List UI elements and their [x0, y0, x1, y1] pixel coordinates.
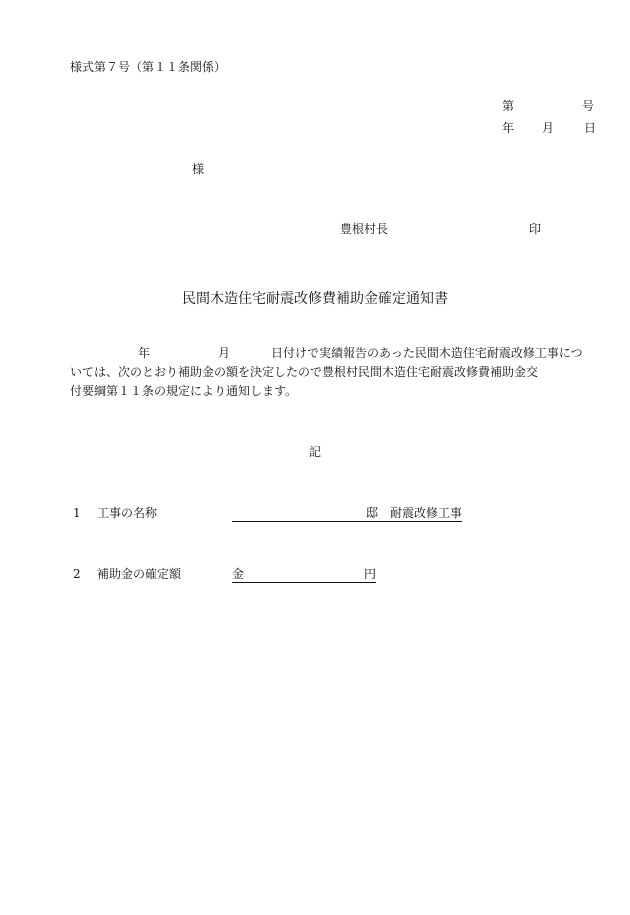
addressee-honorific: 様	[192, 162, 205, 176]
document-title: 民間木造住宅耐震改修費補助金確定通知書	[182, 291, 448, 307]
body-year: 年	[138, 346, 151, 360]
item-1-label: 工事の名称	[97, 506, 158, 520]
notice-body	[70, 344, 590, 401]
sender-name: 豊根村長	[340, 222, 389, 236]
body-month: 月	[218, 346, 231, 360]
document-number-suffix: 号	[582, 99, 595, 113]
body-line-2: いては、次のとおり補助金の額を決定したので豊根村民間木造住宅耐震改修費補助金交	[70, 365, 539, 379]
construction-name-underline	[232, 506, 462, 522]
subsidy-amount-suffix: 円	[364, 567, 377, 581]
body-line-1-rest: 日付けで実績報告のあった民間木造住宅耐震改修工事につ	[271, 346, 583, 360]
item-1-number: 1	[73, 506, 81, 520]
item-2-label: 補助金の確定額	[97, 567, 182, 581]
date-year-label: 年	[502, 121, 515, 135]
subsidy-amount-field	[232, 567, 376, 583]
document-number-prefix: 第	[502, 99, 515, 113]
body-line-3: 付要綱第１１条の規定により通知します。	[70, 384, 298, 398]
date-month-label: 月	[542, 121, 555, 135]
form-number: 様式第７号（第１１条関係）	[70, 60, 227, 74]
item-2-number: 2	[73, 567, 81, 581]
construction-name-suffix: 邸 耐震改修工事	[366, 506, 463, 520]
date-day-label: 日	[584, 121, 597, 135]
construction-name-field	[232, 506, 462, 522]
subsidy-amount-prefix: 金	[232, 567, 245, 581]
ki-heading: 記	[308, 445, 321, 459]
body-line-1	[70, 344, 590, 363]
seal-mark: 印	[529, 222, 542, 236]
subsidy-amount-underline	[232, 567, 376, 583]
